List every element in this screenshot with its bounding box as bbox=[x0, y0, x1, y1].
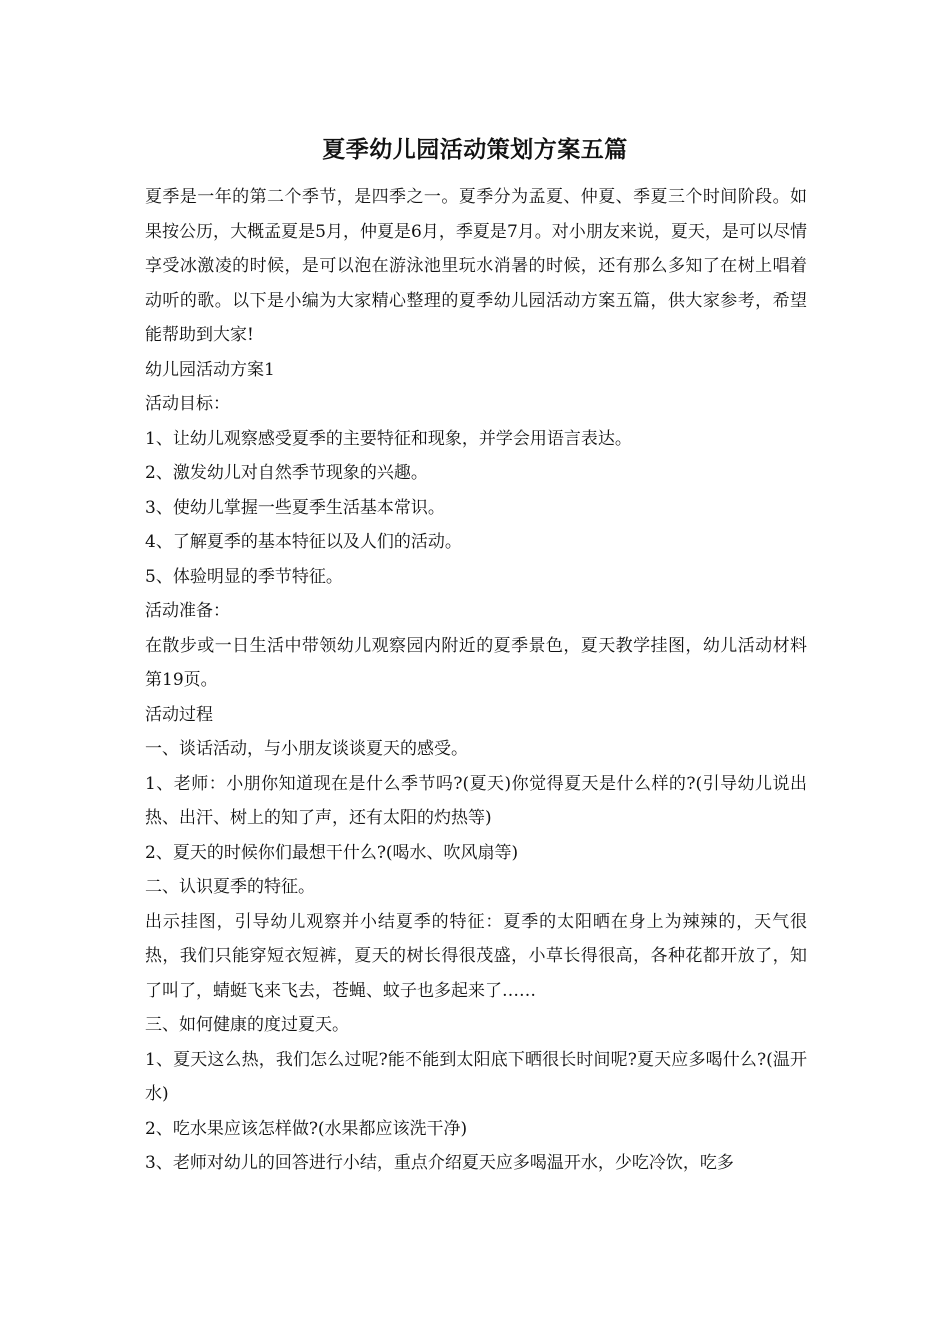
goal-item: 1、让幼儿观察感受夏季的主要特征和现象，并学会用语言表达。 bbox=[145, 428, 632, 449]
goal-item: 2、激发幼儿对自然季节现象的兴趣。 bbox=[145, 463, 428, 483]
process-item: 1、夏天这么热，我们怎么过呢?能不能到太阳底下晒很长时间呢?夏天应多喝什么?(温开水) bbox=[145, 1049, 807, 1104]
process-item: 2、夏天的时候你们最想干什么?(喝水、吹风扇等) bbox=[145, 842, 519, 863]
preparation-paragraph: 在散步或一日生活中带领幼儿观察园内附近的夏季景色，夏天教学挂图，幼儿活动材料第19页。 bbox=[145, 635, 807, 690]
document-body bbox=[145, 180, 807, 1181]
process-item: 2、吃水果应该怎样做?(水果都应该洗干净) bbox=[145, 1118, 468, 1139]
process-paragraph: 出示挂图，引导幼儿观察并小结夏季的特征：夏季的太阳晒在身上为辣辣的，天气很热，我们只能穿短衣短裤，夏天的树长得很茂盛，小草长得很高，各种花都开放了，知了叫了，蜻蜓飞来飞去，苍蝇、蚊子也多起来了…… bbox=[145, 911, 807, 1001]
section-heading: 幼儿园活动方案1 bbox=[145, 359, 275, 380]
goal-item: 5、体验明显的季节特征。 bbox=[145, 566, 343, 587]
process-item: 1、老师：小朋你知道现在是什么季节吗?(夏天)你觉得夏天是什么样的?(引导幼儿说出热、出汗、树上的知了声，还有太阳的灼热等) bbox=[145, 773, 807, 828]
process-step-heading: 二、认识夏季的特征。 bbox=[145, 877, 315, 897]
subheading-process: 活动过程 bbox=[145, 704, 213, 725]
process-step-heading: 三、如何健康的度过夏天。 bbox=[145, 1015, 349, 1035]
process-item: 3、老师对幼儿的回答进行小结，重点介绍夏天应多喝温开水，少吃冷饮，吃多 bbox=[145, 1153, 734, 1173]
goal-item: 3、使幼儿掌握一些夏季生活基本常识。 bbox=[145, 497, 445, 518]
document-title: 夏季幼儿园活动策划方案五篇 bbox=[322, 136, 628, 163]
subheading-goals: 活动目标： bbox=[145, 394, 230, 414]
process-step-heading: 一、谈话活动，与小朋友谈谈夏天的感受。 bbox=[145, 739, 468, 759]
subheading-preparation: 活动准备： bbox=[145, 601, 230, 621]
intro-paragraph: 夏季是一年的第二个季节，是四季之一。夏季分为孟夏、仲夏、季夏三个时间阶段。如果按公历，大概孟夏是5月，仲夏是6月，季夏是7月。对小朋友来说，夏天，是可以尽情享受冰激凌的时候，是可以泡在游泳池里玩水消暑的时候，还有那么多知了在树上唱着动听的歌。以下是小编为大家精心整理的夏季幼儿园活动方案五篇，供大家参考，希望能帮助到大家! bbox=[145, 187, 807, 345]
goal-item: 4、了解夏季的基本特征以及人们的活动。 bbox=[145, 532, 462, 552]
